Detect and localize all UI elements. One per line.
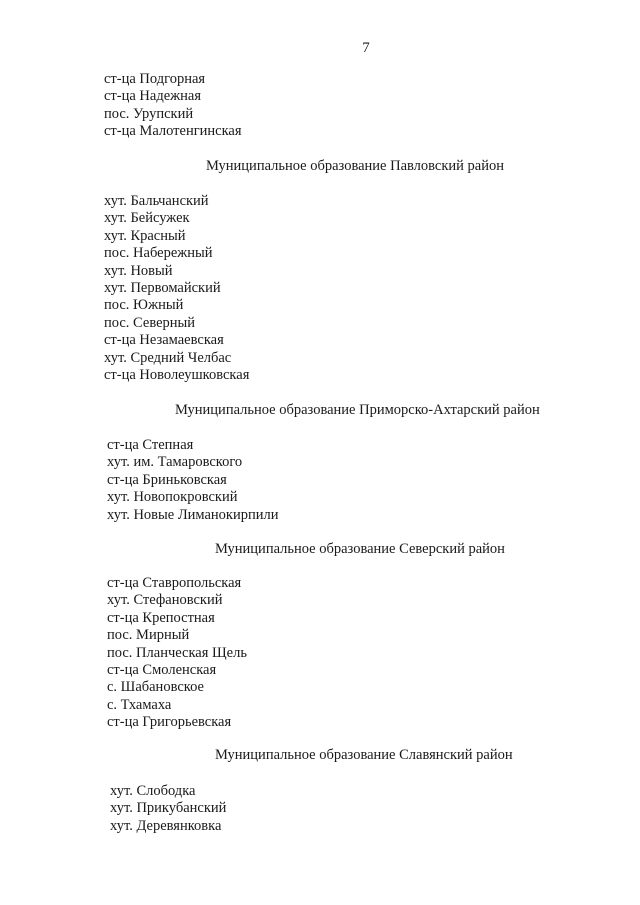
settlement-item: хут. Бейсужек bbox=[104, 210, 190, 227]
settlement-item: пос. Северный bbox=[104, 314, 196, 331]
settlement-item: хут. Первомайский bbox=[104, 280, 221, 297]
settlement-item: хут. Красный bbox=[104, 227, 186, 244]
settlement-item: пос. Мирный bbox=[107, 627, 190, 644]
settlement-item: ст-ца Новолеушковская bbox=[104, 367, 250, 384]
settlement-list bbox=[104, 193, 249, 384]
settlement-item: ст-ца Бриньковская bbox=[107, 471, 227, 488]
settlement-item: пос. Планческая Щель bbox=[107, 644, 247, 661]
settlement-list bbox=[107, 575, 247, 732]
settlement-item: ст-ца Степная bbox=[107, 437, 194, 453]
settlement-item: ст-ца Смоленская bbox=[107, 662, 217, 679]
settlement-item: с. Тхамаха bbox=[107, 696, 172, 713]
settlement-item: хут. Деревянковка bbox=[110, 817, 222, 834]
settlement-item: пос. Южный bbox=[104, 297, 184, 314]
settlement-item: хут. Прикубанский bbox=[110, 800, 227, 817]
settlement-item: пос. Набережный bbox=[104, 245, 213, 262]
settlement-item: с. Шабановское bbox=[107, 679, 204, 696]
settlement-item: ст-ца Незамаевская bbox=[104, 332, 224, 349]
settlement-item: хут. Новый bbox=[104, 262, 173, 279]
settlement-item: хут. Стефановский bbox=[107, 592, 223, 609]
settlement-item: ст-ца Ставропольская bbox=[107, 575, 242, 591]
settlement-item: пос. Урупский bbox=[104, 105, 194, 122]
settlement-item: хут. Бальчанский bbox=[104, 193, 209, 209]
settlement-item: ст-ца Малотенгинская bbox=[104, 123, 242, 140]
page-number: 7 bbox=[362, 40, 370, 56]
settlement-item: хут. Новые Лиманокирпили bbox=[107, 506, 279, 523]
settlement-item: хут. им. Тамаровского bbox=[107, 454, 243, 471]
section-heading: Муниципальное образование Павловский район bbox=[206, 158, 505, 174]
settlement-item: ст-ца Подгорная bbox=[104, 71, 206, 87]
settlement-item: хут. Новопокровский bbox=[107, 489, 238, 506]
section-heading: Муниципальное образование Приморско-Ахтарский район bbox=[175, 402, 540, 418]
section-heading: Муниципальное образование Северский район bbox=[215, 541, 505, 557]
settlement-item: ст-ца Григорьевская bbox=[107, 714, 232, 731]
settlement-list bbox=[104, 71, 242, 141]
settlement-item: хут. Средний Челбас bbox=[104, 349, 232, 366]
settlement-item: ст-ца Надежная bbox=[104, 88, 202, 105]
section-heading: Муниципальное образование Славянский район bbox=[215, 747, 513, 763]
settlement-item: ст-ца Крепостная bbox=[107, 609, 215, 626]
settlement-list bbox=[107, 437, 279, 524]
settlement-list bbox=[110, 783, 226, 835]
settlement-item: хут. Слободка bbox=[110, 783, 196, 799]
